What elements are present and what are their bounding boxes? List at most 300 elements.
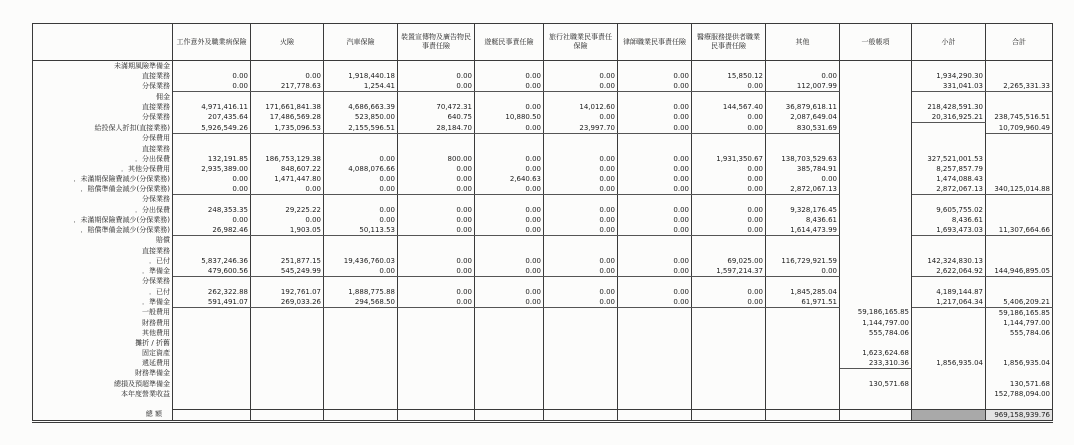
yacht-liability-value: 0.00 [475,287,544,297]
lawyer-liability-value: 0.00 [618,71,692,81]
subtotal-value: 2,872,067.13 [912,184,986,195]
total-value: 144,946,895.05 [986,266,1053,277]
other-value: 138,703,529.63 [766,154,840,164]
row-label: ．分出保費 [33,205,173,215]
fire-value: 17,486,569.28 [251,112,324,123]
travel-agency-liability-value: 0.00 [544,297,618,308]
fire-value: 217,778.63 [251,81,324,92]
total-value: 340,125,014.88 [986,184,1053,195]
motor-value: 19,436,760.03 [324,256,398,266]
empty-cell [912,61,986,72]
medical-liability-value: 15,850.12 [692,71,766,81]
row-label: 分保業務 [33,194,173,205]
empty-cell [398,61,475,72]
other-value: 116,729,921.59 [766,256,840,266]
empty-cell [475,92,544,103]
motor-value: 0.00 [324,184,398,195]
general-account-value: 555,784.06 [840,328,912,338]
other-value: 0.00 [766,266,840,277]
empty-cell [251,389,324,399]
lawyer-liability-value: 0.00 [618,154,692,164]
fire-value: 192,761.07 [251,287,324,297]
empty-cell [840,235,912,246]
empty-cell [251,379,324,389]
yacht-liability-value: 0.00 [475,154,544,164]
empty-cell [173,358,251,369]
empty-cell [840,338,912,348]
table-row [33,164,1053,174]
lawyer-liability-value: 0.00 [618,123,692,134]
empty-cell [398,389,475,399]
empty-cell [173,194,251,205]
empty-cell [618,379,692,389]
table-row [33,184,1053,195]
table-row [33,133,1053,144]
yacht-liability-value: 0.00 [475,81,544,92]
motor-value: 2,155,596.51 [324,123,398,134]
empty-cell [766,358,840,369]
empty-cell [840,246,912,256]
advertising-liability-value: 800.00 [398,154,475,164]
empty-cell [324,144,398,154]
empty-cell [618,194,692,205]
table-row [33,154,1053,164]
empty-cell [766,133,840,144]
empty-cell [544,194,618,205]
empty-cell [544,358,618,369]
fire-value: 269,033.26 [251,297,324,308]
empty-cell [324,276,398,287]
column-header-lawyer-liability: 律師職業民事責任險 [618,24,692,61]
advertising-liability-value: 0.00 [398,81,475,92]
empty-cell [692,92,766,103]
empty-cell [251,194,324,205]
fire-value: 848,607.22 [251,164,324,174]
empty-cell [840,92,912,103]
row-label: 分保業務 [33,112,173,123]
column-header-other: 其他 [766,24,840,61]
empty-cell [618,235,692,246]
medical-liability-value: 0.00 [692,174,766,184]
empty-cell [766,235,840,246]
total-value: 10,709,960.49 [986,123,1053,134]
empty-cell [840,194,912,205]
empty-cell [173,307,251,318]
subtotal-value: 9,605,755.02 [912,205,986,215]
empty-cell [324,235,398,246]
empty-cell [544,276,618,287]
total-value: 152,788,094.00 [986,389,1053,399]
medical-liability-value: 0.00 [692,81,766,92]
empty-cell [840,133,912,144]
empty-cell [398,379,475,389]
empty-cell [173,235,251,246]
empty-cell [766,348,840,358]
empty-cell [618,133,692,144]
empty-cell [766,328,840,338]
empty-cell [692,61,766,72]
empty-cell [840,81,912,92]
fire-value: 251,877.15 [251,256,324,266]
table-row [33,225,1053,236]
table-row [33,256,1053,266]
empty-cell [766,194,840,205]
empty-cell [618,92,692,103]
motor-value: 50,113.53 [324,225,398,236]
empty-cell [544,379,618,389]
spacer-row [33,399,1053,410]
empty-cell [986,368,1053,379]
other-value: 1,614,473.99 [766,225,840,236]
empty-cell [324,194,398,205]
work-accident-value: 2,935,389.00 [173,164,251,174]
empty-cell [912,328,986,338]
empty-cell [475,276,544,287]
empty-cell [324,368,398,379]
empty-cell [766,276,840,287]
empty-cell [986,164,1053,174]
work-accident-value: 0.00 [173,184,251,195]
empty-cell [766,338,840,348]
empty-cell [692,276,766,287]
empty-cell [766,399,840,410]
lawyer-liability-value: 0.00 [618,112,692,123]
table-row [33,368,1053,379]
empty-cell [618,144,692,154]
empty-cell [173,318,251,328]
empty-cell [986,61,1053,72]
work-accident-value: 132,191.85 [173,154,251,164]
other-value: 2,087,649.04 [766,112,840,123]
motor-value: 0.00 [324,266,398,277]
motor-value: 1,254.41 [324,81,398,92]
table-row [33,328,1053,338]
empty-cell [692,144,766,154]
travel-agency-liability-value: 14,012.60 [544,102,618,112]
empty-cell [986,133,1053,144]
other-value: 385,784.91 [766,164,840,174]
motor-value: 0.00 [324,154,398,164]
subtotal-value: 8,257,857.79 [912,164,986,174]
empty-cell [912,348,986,358]
empty-cell [618,307,692,318]
column-header-fire: 火險 [251,24,324,61]
subtotal-value: 1,856,935.04 [912,358,986,369]
empty-cell [324,328,398,338]
travel-agency-liability-value: 0.00 [544,71,618,81]
empty-cell [692,307,766,318]
empty-cell [840,276,912,287]
empty-cell [840,61,912,72]
travel-agency-liability-value: 0.00 [544,215,618,225]
empty-cell [475,379,544,389]
medical-liability-value: 144,567.40 [692,102,766,112]
yacht-liability-value: 0.00 [475,184,544,195]
lawyer-liability-value: 0.00 [618,164,692,174]
fire-value: 186,753,129.38 [251,154,324,164]
row-label: ．未滿期保險費減少(分保業務) [33,174,173,184]
row-label: 直接業務 [33,144,173,154]
empty-cell [544,144,618,154]
empty-cell [475,399,544,410]
advertising-liability-value: 0.00 [398,297,475,308]
empty-cell [766,409,840,421]
empty-cell [324,133,398,144]
row-label: 佣金 [33,92,173,103]
empty-cell [251,399,324,410]
lawyer-liability-value: 0.00 [618,297,692,308]
subtotal-value: 4,189,144.87 [912,287,986,297]
subtotal-value: 1,693,473.03 [912,225,986,236]
subtotal-value: 8,436.61 [912,215,986,225]
table-row [33,71,1053,81]
total-value: 2,265,331.33 [986,81,1053,92]
work-accident-value: 0.00 [173,174,251,184]
empty-cell [544,318,618,328]
travel-agency-liability-value: 0.00 [544,154,618,164]
work-accident-value: 0.00 [173,215,251,225]
work-accident-value: 248,353.35 [173,205,251,215]
empty-cell [398,399,475,410]
motor-value: 0.00 [324,174,398,184]
empty-cell [986,348,1053,358]
empty-cell [618,368,692,379]
work-accident-value: 5,837,246.36 [173,256,251,266]
advertising-liability-value: 0.00 [398,184,475,195]
yacht-liability-value: 0.00 [475,266,544,277]
lawyer-liability-value: 0.00 [618,205,692,215]
medical-liability-value: 0.00 [692,184,766,195]
other-value: 112,007.99 [766,81,840,92]
empty-cell [324,379,398,389]
empty-cell [840,389,912,399]
empty-cell [475,61,544,72]
empty-cell [475,328,544,338]
empty-cell [766,379,840,389]
empty-cell [173,338,251,348]
empty-cell [173,144,251,154]
lawyer-liability-value: 0.00 [618,102,692,112]
empty-cell [324,61,398,72]
medical-liability-value: 0.00 [692,225,766,236]
work-accident-value: 0.00 [173,81,251,92]
empty-cell [398,246,475,256]
medical-liability-value: 1,597,214.37 [692,266,766,277]
empty-cell [986,71,1053,81]
empty-cell [173,389,251,399]
yacht-liability-value: 0.00 [475,164,544,174]
table-row [33,215,1053,225]
general-account-value: 130,571.68 [840,379,912,389]
lawyer-liability-value: 0.00 [618,174,692,184]
row-label: 總損及預超準備金 [33,379,173,389]
medical-liability-value: 0.00 [692,123,766,134]
row-label: ．已付 [33,256,173,266]
empty-cell [251,92,324,103]
empty-cell [475,368,544,379]
empty-cell [251,318,324,328]
row-label: 直接業務 [33,102,173,112]
empty-cell [173,133,251,144]
table-row [33,379,1053,389]
empty-cell [398,348,475,358]
advertising-liability-value: 640.75 [398,112,475,123]
travel-agency-liability-value: 0.00 [544,205,618,215]
medical-liability-value: 0.00 [692,297,766,308]
work-accident-value: 26,982.46 [173,225,251,236]
subtotal-value: 1,474,088.43 [912,174,986,184]
empty-cell [986,215,1053,225]
empty-cell [544,399,618,410]
empty-cell [692,235,766,246]
subtotal-value: 327,521,001.53 [912,154,986,164]
row-label: 財務準備金 [33,368,173,379]
empty-cell [475,409,544,421]
empty-cell [324,399,398,410]
lawyer-liability-value: 0.00 [618,287,692,297]
empty-cell [398,338,475,348]
advertising-liability-value: 0.00 [398,225,475,236]
fire-value: 1,471,447.80 [251,174,324,184]
empty-cell [173,61,251,72]
empty-cell [840,368,912,379]
row-label: 遞延費用 [33,358,173,369]
empty-cell [840,71,912,81]
empty-cell [840,205,912,215]
column-header-work-accident: 工作意外及職業病保險 [173,24,251,61]
travel-agency-liability-value: 0.00 [544,256,618,266]
empty-cell [692,399,766,410]
motor-value: 0.00 [324,205,398,215]
yacht-liability-value: 0.00 [475,102,544,112]
empty-cell [618,389,692,399]
work-accident-value: 5,926,549.26 [173,123,251,134]
empty-cell [475,338,544,348]
financial-statement-table [32,23,1053,423]
lawyer-liability-value: 0.00 [618,225,692,236]
table-row [33,92,1053,103]
empty-cell [912,246,986,256]
travel-agency-liability-value: 0.00 [544,184,618,195]
yacht-liability-value: 0.00 [475,71,544,81]
row-label: ．未滿期保險費減少(分保業務) [33,215,173,225]
empty-cell [173,399,251,410]
empty-cell [618,328,692,338]
empty-cell [840,215,912,225]
empty-cell [544,235,618,246]
empty-cell [324,318,398,328]
empty-cell [544,92,618,103]
empty-cell [912,399,986,410]
advertising-liability-value: 0.00 [398,266,475,277]
total-label: 總 額 [33,409,173,421]
empty-cell [986,102,1053,112]
row-label: ．準備金 [33,297,173,308]
empty-cell [398,144,475,154]
empty-cell [544,61,618,72]
column-header-general-account: 一般帳項 [840,24,912,61]
empty-cell [251,409,324,421]
travel-agency-liability-value: 0.00 [544,112,618,123]
subtotal-value: 20,316,925.21 [912,112,986,123]
empty-cell [251,246,324,256]
empty-cell [475,348,544,358]
empty-cell [986,338,1053,348]
empty-cell [840,102,912,112]
empty-cell [766,246,840,256]
total-value: 5,406,209.21 [986,297,1053,308]
empty-cell [692,358,766,369]
empty-cell [544,409,618,421]
work-accident-value: 591,491.07 [173,297,251,308]
empty-cell [692,379,766,389]
empty-cell [986,154,1053,164]
total-row [33,409,1053,421]
total-value: 555,784.06 [986,328,1053,338]
subtotal-value: 142,324,830.13 [912,256,986,266]
empty-cell [398,133,475,144]
fire-value: 0.00 [251,71,324,81]
empty-cell [324,409,398,421]
empty-cell [618,318,692,328]
travel-agency-liability-value: 0.00 [544,266,618,277]
other-value: 0.00 [766,174,840,184]
other-value: 8,436.61 [766,215,840,225]
empty-cell [324,389,398,399]
empty-cell [173,368,251,379]
empty-cell [840,256,912,266]
empty-cell [251,133,324,144]
work-accident-value: 262,322.88 [173,287,251,297]
other-value: 9,328,176.45 [766,205,840,215]
empty-cell [766,61,840,72]
empty-cell [324,348,398,358]
empty-cell [912,338,986,348]
yacht-liability-value: 0.00 [475,297,544,308]
row-label: 攤折 / 折舊 [33,338,173,348]
other-value: 1,845,285.04 [766,287,840,297]
table-row [33,358,1053,369]
empty-cell [475,235,544,246]
empty-cell [912,92,986,103]
travel-agency-liability-value: 0.00 [544,287,618,297]
table-row [33,144,1053,154]
general-account-value: 59,186,165.85 [840,307,912,318]
empty-cell [33,399,173,410]
row-label: 一般費用 [33,307,173,318]
yacht-liability-value: 0.00 [475,256,544,266]
empty-cell [398,328,475,338]
empty-cell [912,318,986,328]
empty-cell [840,266,912,277]
empty-cell [544,328,618,338]
medical-liability-value: 0.00 [692,287,766,297]
row-label: 本年度營業收益 [33,389,173,399]
advertising-liability-value: 0.00 [398,71,475,81]
table-row [33,123,1053,134]
row-label: 直接業務 [33,71,173,81]
empty-cell [692,348,766,358]
empty-cell [618,358,692,369]
empty-cell [398,318,475,328]
lawyer-liability-value: 0.00 [618,215,692,225]
empty-cell [840,164,912,174]
empty-cell [986,235,1053,246]
travel-agency-liability-value: 0.00 [544,225,618,236]
advertising-liability-value: 0.00 [398,256,475,266]
empty-cell [840,174,912,184]
row-label: 分保費用 [33,133,173,144]
